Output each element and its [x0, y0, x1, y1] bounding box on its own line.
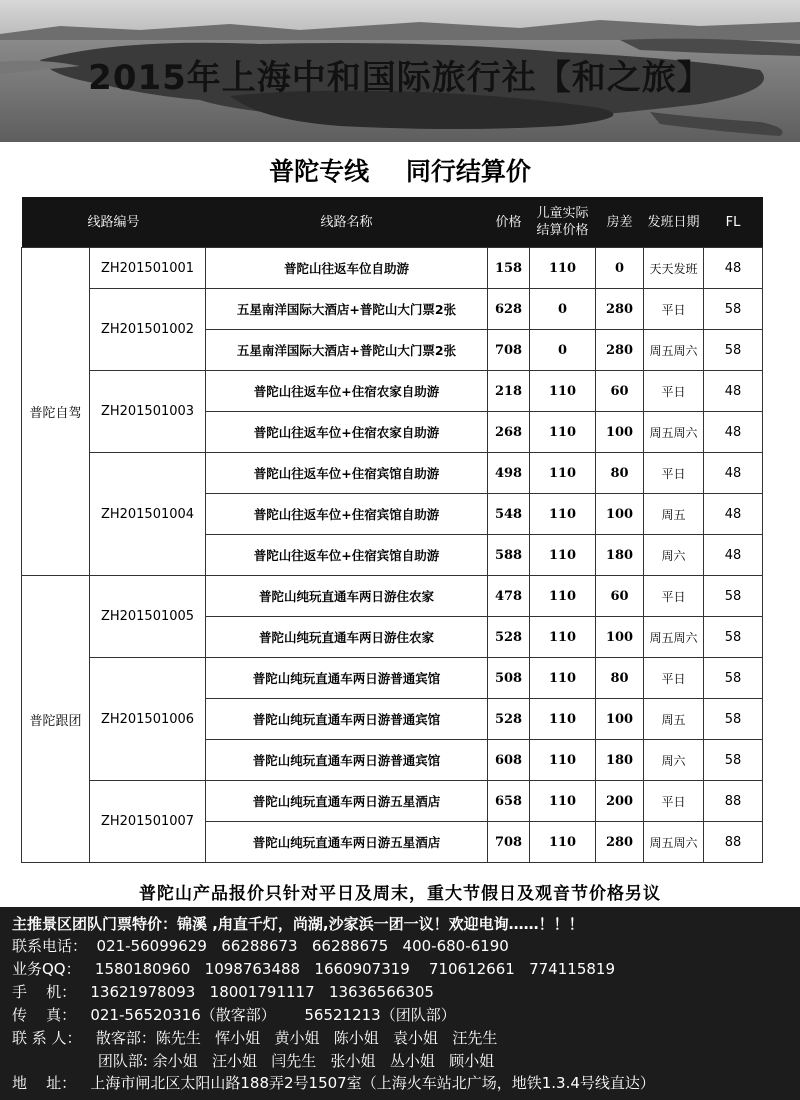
price-cell: 528 [488, 617, 530, 658]
child-price-cell: 0 [530, 289, 596, 330]
departure-date-cell: 周五 [644, 699, 704, 740]
price-cell: 218 [488, 371, 530, 412]
child-price-cell: 110 [530, 740, 596, 781]
fl-cell: 48 [704, 535, 763, 576]
fl-cell: 58 [704, 576, 763, 617]
route-name-cell: 普陀山往返车位自助游 [206, 248, 488, 289]
route-name-cell: 普陀山纯玩直通车两日游普通宾馆 [206, 699, 488, 740]
price-cell: 608 [488, 740, 530, 781]
child-price-cell: 110 [530, 617, 596, 658]
fl-cell: 88 [704, 822, 763, 863]
route-code-cell: ZH201501001 [90, 248, 206, 289]
table-row [22, 658, 763, 699]
contact-person-group: 团队部: 余小姐 汪小姐 闫先生 张小姐 丛小姐 顾小姐 [12, 1052, 495, 1070]
promo-text: 主推景区团队门票特价：锦溪 ,甪直千灯，尚湖,沙家浜一团一议！欢迎电询……！！！ [12, 915, 584, 933]
table-row [22, 371, 763, 412]
child-price-cell: 110 [530, 371, 596, 412]
table-row [22, 781, 763, 822]
contact-qq: 业务QQ： 1580180960 1098763488 1660907319 710612661 774115819 [12, 960, 615, 978]
route-name-cell: 普陀山纯玩直通车两日游普通宾馆 [206, 658, 488, 699]
fl-cell: 88 [704, 781, 763, 822]
table-header-row [22, 197, 763, 248]
price-cell: 498 [488, 453, 530, 494]
subtitle-route: 普陀专线 [269, 157, 370, 186]
contact-fax: 传 真： 021-56520316（散客部） 56521213（团队部） [12, 1006, 456, 1024]
child-price-cell: 110 [530, 699, 596, 740]
banner [0, 0, 800, 142]
room-diff-cell: 180 [596, 535, 644, 576]
room-diff-cell: 200 [596, 781, 644, 822]
table-row [22, 289, 763, 330]
departure-date-cell: 周五周六 [644, 330, 704, 371]
child-price-cell: 110 [530, 535, 596, 576]
departure-date-cell: 周六 [644, 740, 704, 781]
departure-date-cell: 平日 [644, 576, 704, 617]
child-price-cell: 110 [530, 658, 596, 699]
room-diff-cell: 280 [596, 330, 644, 371]
route-code-cell: ZH201501004 [90, 453, 206, 576]
col-header-child-line1: 儿童实际 [536, 206, 589, 221]
fl-cell: 58 [704, 658, 763, 699]
room-diff-cell: 100 [596, 617, 644, 658]
fl-cell: 48 [704, 494, 763, 535]
child-price-cell: 110 [530, 412, 596, 453]
banner-title: 2015年上海中和国际旅行社【和之旅】 [88, 58, 712, 98]
contact-mobile: 手 机： 13621978093 18001791117 13636566305 [12, 983, 434, 1001]
price-cell: 528 [488, 699, 530, 740]
departure-date-cell: 平日 [644, 781, 704, 822]
price-cell: 588 [488, 535, 530, 576]
child-price-cell: 0 [530, 330, 596, 371]
departure-date-cell: 平日 [644, 289, 704, 330]
room-diff-cell: 80 [596, 453, 644, 494]
route-name-cell: 五星南洋国际大酒店+普陀山大门票2张 [206, 289, 488, 330]
fl-cell: 58 [704, 330, 763, 371]
departure-date-cell: 平日 [644, 371, 704, 412]
route-name-cell: 普陀山往返车位+住宿宾馆自助游 [206, 535, 488, 576]
fl-cell: 48 [704, 412, 763, 453]
fl-cell: 58 [704, 289, 763, 330]
fl-cell: 58 [704, 617, 763, 658]
price-cell: 268 [488, 412, 530, 453]
departure-date-cell: 周五 [644, 494, 704, 535]
price-cell: 158 [488, 248, 530, 289]
fl-cell: 48 [704, 248, 763, 289]
departure-date-cell: 周五周六 [644, 617, 704, 658]
room-diff-cell: 280 [596, 822, 644, 863]
price-notice: 普陀山产品报价只针对平日及周末，重大节假日及观音节价格另议 [139, 884, 661, 904]
route-code-cell: ZH201501003 [90, 371, 206, 453]
child-price-cell: 110 [530, 781, 596, 822]
subtitle-price-type: 同行结算价 [405, 157, 531, 186]
route-name-cell: 普陀山往返车位+住宿农家自助游 [206, 412, 488, 453]
price-cell: 658 [488, 781, 530, 822]
route-code-cell: ZH201501006 [90, 658, 206, 781]
col-header-price: 价格 [488, 197, 530, 248]
child-price-cell: 110 [530, 822, 596, 863]
col-header-child-line2: 结算价格 [536, 223, 589, 238]
col-header-child [530, 197, 596, 248]
room-diff-cell: 180 [596, 740, 644, 781]
room-diff-cell: 60 [596, 576, 644, 617]
page-subtitle [0, 152, 800, 188]
departure-date-cell: 平日 [644, 658, 704, 699]
route-name-cell: 普陀山往返车位+住宿宾馆自助游 [206, 494, 488, 535]
route-name-cell: 普陀山纯玩直通车两日游普通宾馆 [206, 740, 488, 781]
departure-date-cell: 周五周六 [644, 822, 704, 863]
price-cell: 508 [488, 658, 530, 699]
table-row [22, 453, 763, 494]
price-cell: 628 [488, 289, 530, 330]
group-name-cell: 普陀自驾 [22, 248, 90, 576]
route-code-cell: ZH201501005 [90, 576, 206, 658]
route-name-cell: 五星南洋国际大酒店+普陀山大门票2张 [206, 330, 488, 371]
room-diff-cell: 60 [596, 371, 644, 412]
col-header-room: 房差 [596, 197, 644, 248]
fl-cell: 48 [704, 371, 763, 412]
price-cell: 548 [488, 494, 530, 535]
route-code-cell: ZH201501007 [90, 781, 206, 863]
route-name-cell: 普陀山纯玩直通车两日游住农家 [206, 576, 488, 617]
room-diff-cell: 100 [596, 699, 644, 740]
contact-panel [0, 907, 800, 1100]
price-cell: 708 [488, 330, 530, 371]
fl-cell: 58 [704, 740, 763, 781]
departure-date-cell: 平日 [644, 453, 704, 494]
room-diff-cell: 280 [596, 289, 644, 330]
col-header-fl: FL [704, 197, 763, 248]
departure-date-cell: 天天发班 [644, 248, 704, 289]
price-cell: 478 [488, 576, 530, 617]
col-header-code: 线路编号 [22, 197, 206, 248]
route-name-cell: 普陀山往返车位+住宿宾馆自助游 [206, 453, 488, 494]
departure-date-cell: 周五周六 [644, 412, 704, 453]
group-name-cell: 普陀跟团 [22, 576, 90, 863]
departure-date-cell: 周六 [644, 535, 704, 576]
price-table [21, 197, 763, 863]
table-body [22, 248, 763, 863]
table-row [22, 576, 763, 617]
col-header-name: 线路名称 [206, 197, 488, 248]
room-diff-cell: 100 [596, 412, 644, 453]
route-name-cell: 普陀山纯玩直通车两日游住农家 [206, 617, 488, 658]
route-name-cell: 普陀山纯玩直通车两日游五星酒店 [206, 822, 488, 863]
col-header-date: 发班日期 [644, 197, 704, 248]
price-cell: 708 [488, 822, 530, 863]
room-diff-cell: 80 [596, 658, 644, 699]
table-row [22, 248, 763, 289]
room-diff-cell: 100 [596, 494, 644, 535]
route-name-cell: 普陀山纯玩直通车两日游五星酒店 [206, 781, 488, 822]
route-name-cell: 普陀山往返车位+住宿农家自助游 [206, 371, 488, 412]
child-price-cell: 110 [530, 453, 596, 494]
fl-cell: 48 [704, 453, 763, 494]
child-price-cell: 110 [530, 248, 596, 289]
route-code-cell: ZH201501002 [90, 289, 206, 371]
contact-address: 地 址： 上海市闸北区太阳山路188弄2号1507室（上海火车站北广场，地铁1.3.4号线直达） [12, 1074, 655, 1092]
child-price-cell: 110 [530, 494, 596, 535]
child-price-cell: 110 [530, 576, 596, 617]
contact-person-retail: 联 系 人： 散客部：陈先生 恽小姐 黄小姐 陈小姐 袁小姐 汪先生 [12, 1029, 498, 1047]
contact-phone: 联系电话： 021-56099629 66288673 66288675 400-680-6190 [12, 937, 509, 955]
fl-cell: 58 [704, 699, 763, 740]
room-diff-cell: 0 [596, 248, 644, 289]
